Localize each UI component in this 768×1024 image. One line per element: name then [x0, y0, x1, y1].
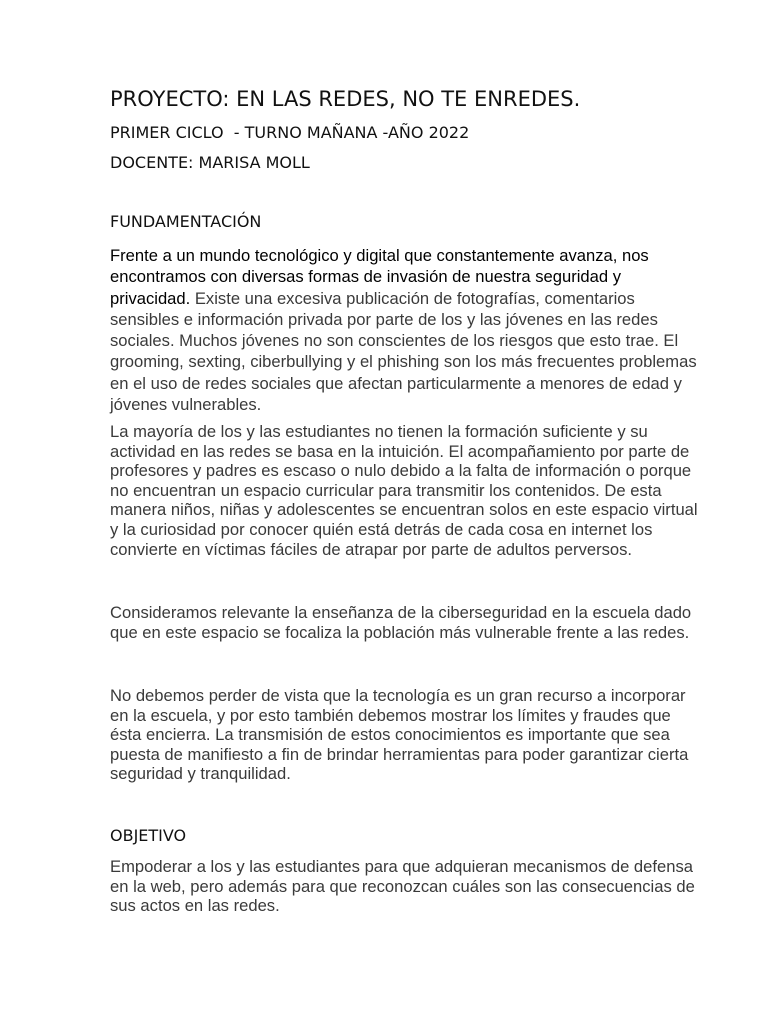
fundamentacion-paragraph-2: La mayoría de los y las estudiantes no tienen la formación suficiente y su actividad en las redes se basa en la intuición. El acompañamiento por parte de profesores y padres es escaso o nulo debido a la falta de información o porque no encuentran un espacio curricular para transmitir los contenidos. De esta manera niños, niñas y adolescentes se encuentran solos en este espacio virtual y la curiosidad por conocer quién está detrás de cada cosa en internet los convierte en víctimas fáciles de atrapar por parte de adultos perversos.: [110, 422, 698, 559]
document-subtitle: PRIMER CICLO - TURNO MAÑANA -AÑO 2022: [110, 123, 470, 142]
section-heading-fundamentacion: FUNDAMENTACIÓN: [110, 212, 262, 231]
section-heading-objetivo: OBJETIVO: [110, 826, 187, 845]
fundamentacion-paragraph-1: [110, 245, 702, 415]
fundamentacion-paragraph-1-lead: Frente a un mundo tecnológico y digital que constantemente avanza, nos encontramos con diversas formas de invasión de nuestra seguridad y privacidad.: [110, 246, 649, 308]
document-teacher: DOCENTE: MARISA MOLL: [110, 153, 310, 172]
fundamentacion-paragraph-3: Consideramos relevante la enseñanza de la ciberseguridad en la escuela dado que en este espacio se focaliza la población más vulnerable frente a las redes.: [110, 603, 692, 642]
objetivo-paragraph-1: Empoderar a los y las estudiantes para que adquieran mecanismos de defensa en la web, pero además para que reconozcan cuáles son las consecuencias de sus actos en las redes.: [110, 857, 695, 916]
fundamentacion-paragraph-4: No debemos perder de vista que la tecnología es un gran recurso a incorporar en la escuela, y por esto también debemos mostrar los límites y fraudes que ésta encierra. La transmisión de estos conocimientos es importante que sea puesta de manifiesto a fin de brindar herramientas para poder garantizar cierta seguridad y tranquilidad.: [110, 686, 689, 784]
fundamentacion-paragraph-1-rest: Existe una excesiva publicación de fotografías, comentarios sensibles e información privada por parte de los y las jóvenes en las redes sociales. Muchos jóvenes no son conscientes de los riesgos que esto trae. El grooming, sexting, ciberbullying y el phishing son los más frecuentes problemas en el uso de redes sociales que afectan particularmente a menores de edad y jóvenes vulnerables.: [110, 288, 697, 415]
document-title: PROYECTO: EN LAS REDES, NO TE ENREDES.: [110, 87, 581, 111]
